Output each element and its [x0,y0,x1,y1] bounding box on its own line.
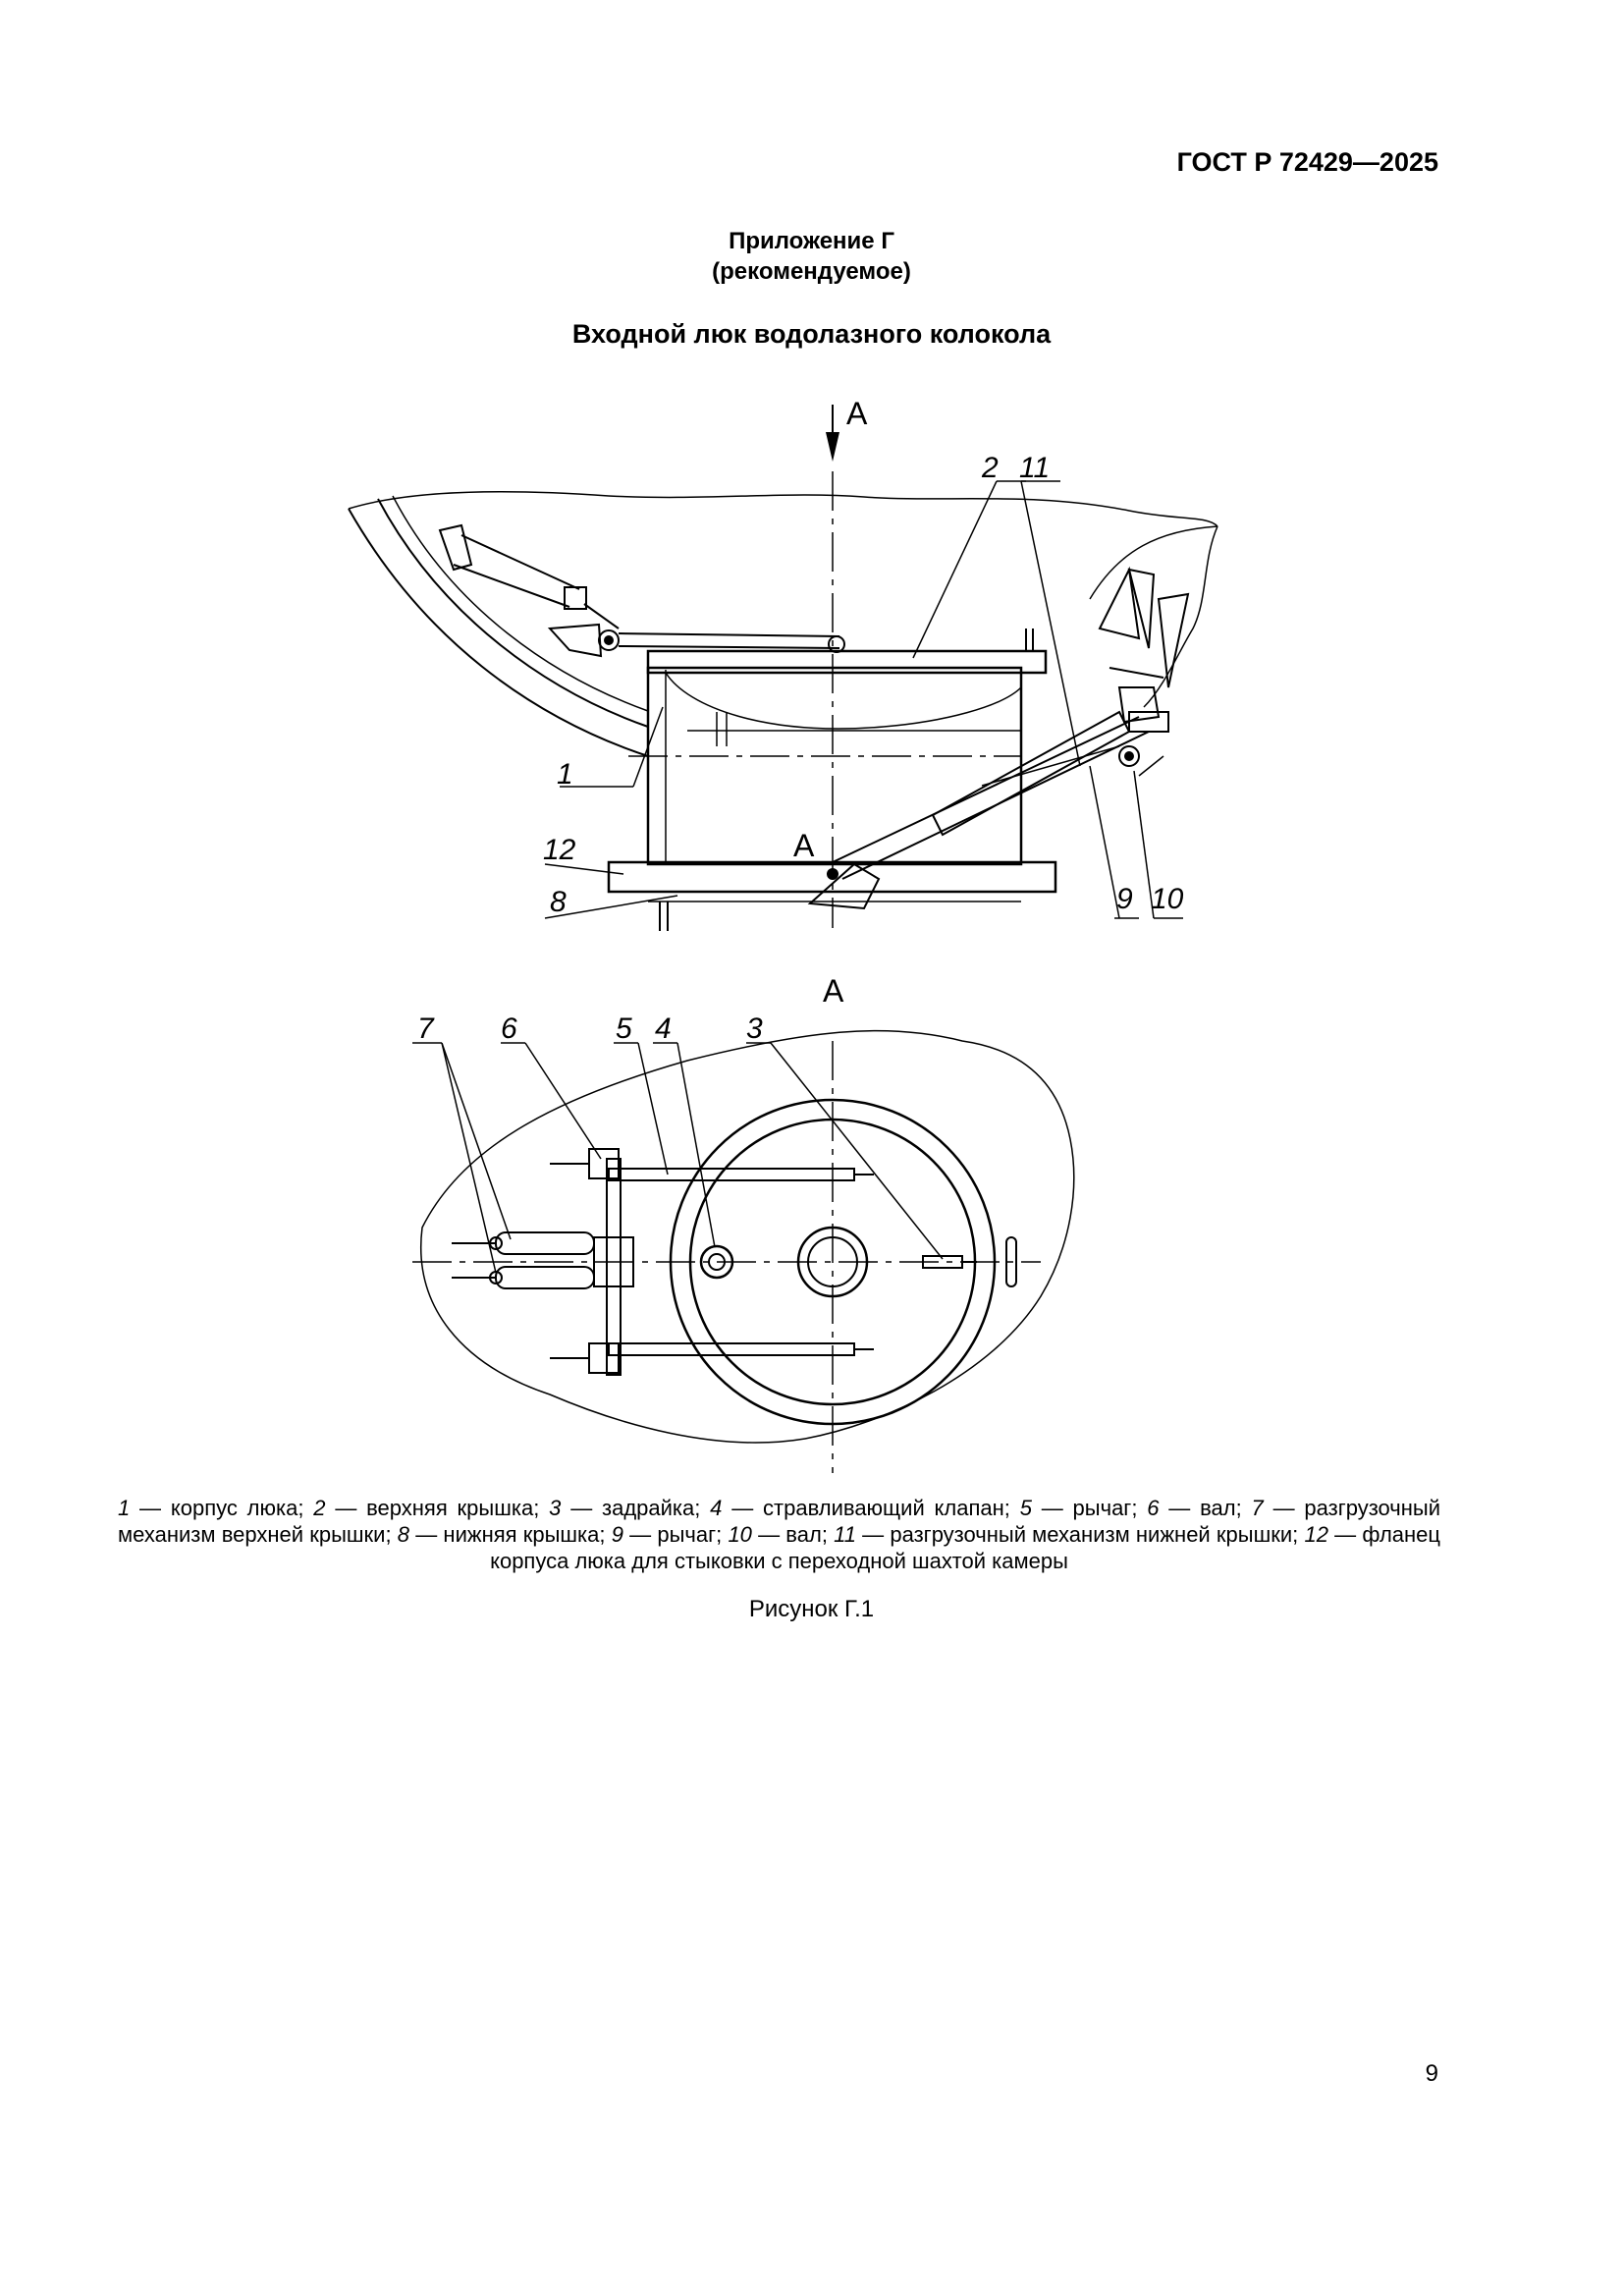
view-label: А [823,973,844,1009]
plan-view [412,1031,1074,1473]
figure-heading: Входной люк водолазного колокола [571,319,1052,349]
callout-9: 9 [1116,883,1133,915]
figure-legend [118,1495,1440,1574]
callout-labels [417,396,1184,1045]
legend-line-3: корпуса люка для стыковки с переходной шахтой камеры [490,1549,1068,1573]
section-letter: А [846,396,868,431]
callout-4: 4 [655,1012,672,1045]
callout-12: 12 [543,834,576,866]
appendix-status: (рекомендуемое) [712,258,911,285]
callout-11: 11 [1019,452,1051,484]
callout-5: 5 [616,1012,632,1045]
page-number: 9 [1425,2060,1438,2087]
section-view [349,405,1217,931]
callout-2: 2 [982,452,999,484]
section-arrow-icon [826,432,839,462]
document-code: ГОСТ Р 72429—2025 [1176,147,1438,177]
legend-line-2: механизм верхней крышки; 8 — нижняя крышка; 9 — рычаг; 10 — вал; 11 — разгрузочный механизм нижней крышки; 12 — фланец [118,1522,1440,1547]
callout-1: 1 [557,758,573,791]
callout-7: 7 [417,1012,434,1045]
callout-3: 3 [746,1012,763,1045]
legend-line-1: 1 — корпус люка; 2 — верхняя крышка; 3 — задрайка; 4 — стравливающий клапан; 5 — рычаг; 6 — вал; 7 — разгрузочный [118,1496,1441,1520]
callout-6: 6 [501,1012,517,1045]
appendix-title: Приложение Г [729,228,894,254]
callout-10: 10 [1151,883,1184,915]
section-mark-a: А [793,828,815,863]
callout-8: 8 [550,886,567,918]
figure-caption: Рисунок Г.1 [748,1596,875,1622]
